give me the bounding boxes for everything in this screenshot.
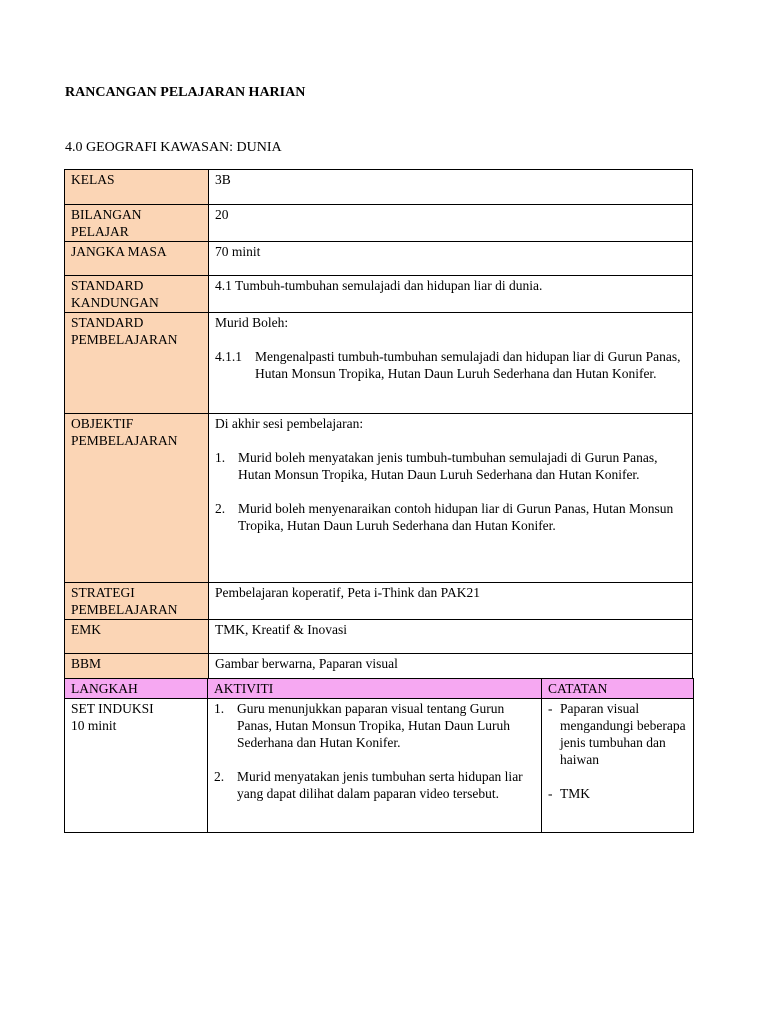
step-langkah	[65, 699, 208, 833]
row-standard-pembelajaran	[65, 313, 693, 414]
row-emk	[65, 620, 693, 654]
document-title: RANCANGAN PELAJARAN HARIAN	[65, 85, 306, 100]
note-dash: -	[548, 701, 553, 716]
note-item-2	[548, 785, 687, 802]
step-name: SET INDUKSI	[71, 701, 154, 716]
label-sk-line1: STANDARD	[71, 278, 144, 293]
label-bilangan-line1: BILANGAN	[71, 207, 142, 222]
step-aktiviti	[208, 699, 542, 833]
objektif-item-number: 2.	[215, 501, 226, 516]
objektif-item-text: Murid boleh menyatakan jenis tumbuh-tumbuhan semulajadi di Gurun Panas, Hutan Monsun Tropika, Hutan Daun Luruh Sederhana dan Hutan Konifer.	[238, 450, 658, 482]
label-obj-line2: PEMBELAJARAN	[71, 433, 178, 448]
value-bbm: Gambar berwarna, Paparan visual	[209, 654, 693, 688]
header-aktiviti: AKTIVITI	[208, 679, 542, 699]
objektif-item-text: Murid boleh menyenaraikan contoh hidupan liar di Gurun Panas, Hutan Monsun Tropika, Hutan Daun Luruh Sederhana dan Hutan Konifer.	[238, 501, 674, 533]
sp-item-number: 4.1.1	[215, 349, 242, 364]
label-emk: EMK	[65, 620, 209, 654]
value-emk: TMK, Kreatif & Inovasi	[209, 620, 693, 654]
objektif-intro: Di akhir sesi pembelajaran:	[215, 416, 364, 431]
value-kelas: 3B	[209, 170, 693, 205]
objektif-item-2	[215, 500, 686, 534]
label-sp-line1: STANDARD	[71, 315, 144, 330]
label-standard-pembelajaran	[65, 313, 209, 414]
row-standard-kandungan	[65, 276, 693, 313]
steps-header-row	[65, 679, 694, 699]
label-sp-line2: PEMBELAJARAN	[71, 332, 178, 347]
label-bbm: BBM	[65, 654, 209, 688]
label-standard-kandungan	[65, 276, 209, 313]
step-row-set-induksi	[65, 699, 694, 833]
label-strategi-line2: PEMBELAJARAN	[71, 602, 178, 617]
sp-item	[215, 348, 686, 382]
value-bilangan: 20	[209, 205, 693, 242]
activity-text: Guru menunjukkan paparan visual tentang Gurun Panas, Hutan Monsun Tropika, Hutan Daun Luruh Sederhana dan Hutan Konifer.	[237, 701, 510, 750]
activity-item-2	[214, 768, 535, 802]
activity-number: 2.	[214, 769, 225, 784]
label-jangka-masa: JANGKA MASA	[65, 242, 209, 276]
value-standard-pembelajaran	[209, 313, 693, 414]
row-strategi	[65, 583, 693, 620]
label-bilangan	[65, 205, 209, 242]
label-kelas: KELAS	[65, 170, 209, 205]
value-standard-kandungan: 4.1 Tumbuh-tumbuhan semulajadi dan hidupan liar di dunia.	[209, 276, 693, 313]
activity-text: Murid menyatakan jenis tumbuhan serta hidupan liar yang dapat dilihat dalam paparan video tersebut.	[237, 769, 523, 801]
row-bilangan	[65, 205, 693, 242]
lesson-info-table	[64, 169, 693, 688]
value-strategi: Pembelajaran koperatif, Peta i-Think dan PAK21	[209, 583, 693, 620]
activity-number: 1.	[214, 701, 225, 716]
note-dash: -	[548, 786, 553, 801]
label-obj-line1: OBJEKTIF	[71, 416, 134, 431]
step-catatan	[542, 699, 694, 833]
activity-item-1	[214, 700, 535, 751]
sp-item-text: Mengenalpasti tumbuh-tumbuhan semulajadi dan hidupan liar di Gurun Panas, Hutan Monsun Tropika, Hutan Daun Luruh Sederhana dan Hutan Konifer.	[255, 349, 681, 381]
row-objektif	[65, 414, 693, 583]
header-catatan: CATATAN	[542, 679, 694, 699]
section-title: 4.0 GEOGRAFI KAWASAN: DUNIA	[65, 140, 282, 155]
note-text: Paparan visual mengandungi beberapa jenis tumbuhan dan haiwan	[560, 701, 686, 767]
objektif-item-1	[215, 449, 686, 483]
value-objektif	[209, 414, 693, 583]
row-jangka-masa	[65, 242, 693, 276]
note-text: TMK	[560, 786, 590, 801]
label-strategi-line1: STRATEGI	[71, 585, 135, 600]
label-objektif	[65, 414, 209, 583]
value-jangka-masa: 70 minit	[209, 242, 693, 276]
step-duration: 10 minit	[71, 718, 117, 733]
header-langkah: LANGKAH	[65, 679, 208, 699]
note-item-1	[548, 700, 687, 768]
objektif-item-number: 1.	[215, 450, 226, 465]
label-sk-line2: KANDUNGAN	[71, 295, 159, 310]
row-kelas	[65, 170, 693, 205]
label-bilangan-line2: PELAJAR	[71, 224, 129, 239]
sp-intro: Murid Boleh:	[215, 315, 289, 330]
lesson-steps-table	[64, 678, 694, 833]
label-strategi	[65, 583, 209, 620]
